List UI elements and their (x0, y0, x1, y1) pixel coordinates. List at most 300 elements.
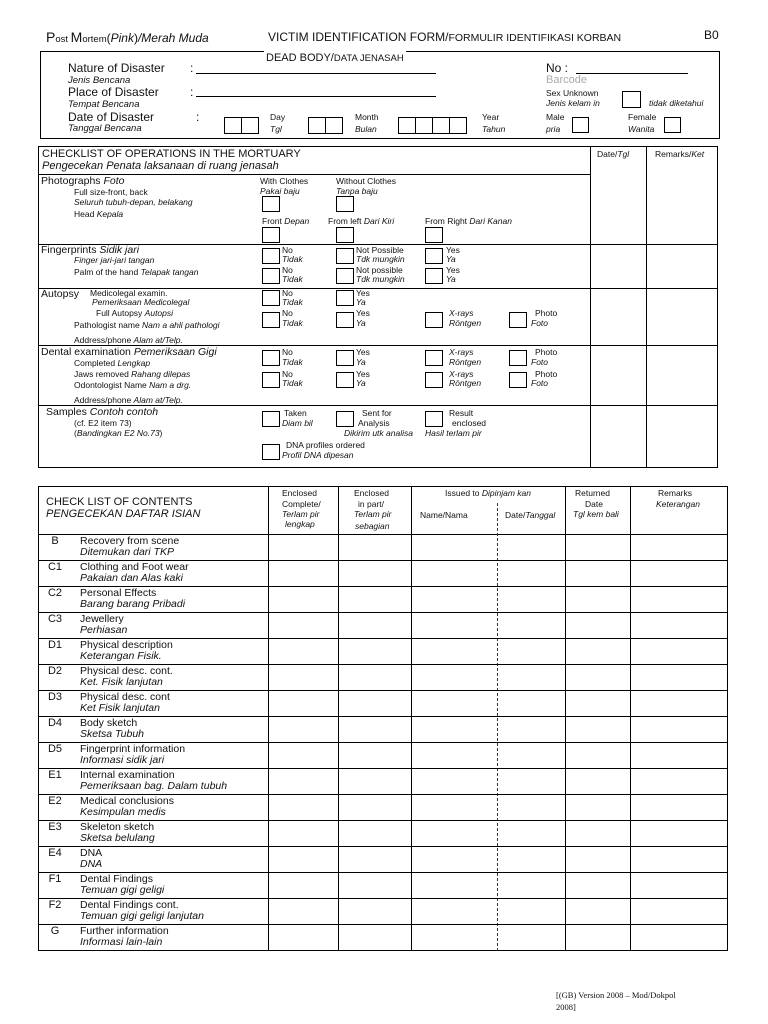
row-code: B (51, 535, 59, 547)
no-label: No (282, 288, 293, 298)
autopsy-yes-checkbox[interactable] (336, 312, 354, 328)
pm-ost: ost (55, 34, 71, 45)
palm-notpossible-checkbox[interactable] (336, 268, 354, 284)
right-id: Dari Kanan (469, 216, 512, 226)
odonto-id: Nam a drg. (149, 380, 192, 390)
row-cell[interactable] (566, 873, 629, 897)
samples-taken-checkbox[interactable] (262, 411, 280, 427)
tdk-mungkin-label: Tdk mungkin (356, 274, 405, 284)
row-cell[interactable] (269, 925, 337, 949)
row-cell[interactable] (566, 691, 629, 715)
row-code: C2 (47, 587, 63, 599)
row-cell[interactable] (339, 873, 410, 897)
completed-id: Lengkap (117, 358, 151, 368)
dental-completed-no-checkbox[interactable] (262, 350, 280, 366)
with-clothes-label: With Clothes (260, 176, 309, 186)
row-title: Clothing and Foot wear (80, 561, 189, 573)
fingers-notpossible-checkbox[interactable] (336, 248, 354, 264)
autopsy-xrays-checkbox[interactable] (425, 312, 443, 328)
tidak-label: Tidak (282, 318, 303, 328)
right-en: From Right (425, 216, 470, 226)
row-cell[interactable] (269, 561, 337, 585)
row-cell[interactable] (631, 535, 727, 559)
full-autopsy-label (96, 308, 173, 318)
row-title-id: Perhiasan (80, 624, 128, 636)
sex-unknown-label-id: Jenis kelam in (546, 98, 600, 108)
row-title-id: Sketsa Tubuh (80, 728, 145, 740)
nature-label: Nature of Disaster (68, 61, 165, 75)
row-cell[interactable] (269, 665, 337, 689)
row-cell[interactable] (412, 717, 496, 741)
row-code: E1 (48, 769, 62, 781)
row-cell[interactable] (269, 535, 337, 559)
row-code: F2 (48, 899, 62, 911)
female-label: Female (628, 112, 657, 122)
row-code: C1 (47, 561, 63, 573)
autopsy-photo-checkbox[interactable] (509, 312, 527, 328)
row-cell[interactable] (498, 587, 564, 611)
patho-en: Pathologist name (74, 320, 143, 330)
pm-merah: /Merah Muda (137, 31, 209, 45)
samples-en: Samples (46, 406, 90, 418)
col-issued-en: Issued to (445, 488, 482, 498)
left-label (328, 216, 394, 226)
medicolegal-label-id: Pemeriksaan Medicolegal (92, 297, 190, 307)
left-checkbox[interactable] (336, 227, 354, 243)
palm-no-checkbox[interactable] (262, 268, 280, 284)
jaws-label (74, 369, 190, 379)
row-cell[interactable] (339, 821, 410, 845)
date-label: Date of Disaster (68, 110, 155, 124)
col-lengkap: lengkap (285, 519, 315, 529)
row-cell[interactable] (269, 639, 337, 663)
row-cell[interactable] (339, 665, 410, 689)
row-cell[interactable] (269, 899, 337, 923)
mortuary-divider (590, 146, 591, 468)
row-cell[interactable] (631, 795, 727, 819)
date-col-header (597, 149, 629, 159)
col-enclosed-part: Enclosed (354, 488, 389, 498)
row-title: Fingerprint information (80, 743, 186, 755)
row-cell[interactable] (269, 691, 337, 715)
ya-label: Ya (356, 378, 366, 388)
row-cell[interactable] (566, 769, 629, 793)
row-cell[interactable] (498, 925, 564, 949)
fp-id: Sidik jari (99, 244, 140, 256)
row-cell[interactable] (339, 847, 410, 871)
row-cell[interactable] (269, 873, 337, 897)
yes-label: Yes (356, 347, 370, 357)
no-label: No (282, 265, 293, 275)
row-cell[interactable] (631, 639, 727, 663)
row-cell[interactable] (498, 743, 564, 767)
row-title-id: Temuan gigi geligi (80, 884, 165, 896)
col-rdate: Date (585, 499, 603, 509)
row-title: Physical desc. cont. (80, 665, 173, 677)
row-cell[interactable] (412, 847, 496, 871)
row-title: Physical description (80, 639, 173, 651)
right-checkbox[interactable] (425, 227, 443, 243)
col-date-en: Date/ (505, 510, 526, 520)
medicolegal-label: Medicolegal examin. (90, 288, 168, 298)
remarks-col-header (655, 149, 704, 159)
row-code: D3 (47, 691, 63, 703)
month-label: Month (355, 112, 379, 122)
year-box-3[interactable] (432, 117, 450, 134)
row-title-id: Informasi lain-lain (80, 936, 163, 948)
row-cell[interactable] (631, 769, 727, 793)
row-cell[interactable] (566, 587, 629, 611)
row-cell[interactable] (566, 613, 629, 637)
address-en: Address/phone (74, 335, 134, 345)
remarks-col-id: Ket (691, 149, 705, 159)
address-id: Alam at/Telp. (133, 335, 183, 345)
cf-id: Bandingkan E2 No.73 (76, 428, 160, 438)
photographs-label (41, 175, 124, 187)
year-box-4[interactable] (449, 117, 467, 134)
without-clothes-checkbox[interactable] (336, 196, 354, 212)
contents-title-id: PENGECEKAN DAFTAR ISIAN (46, 508, 201, 520)
col-terlampir-part: Terlam pir (354, 509, 392, 519)
no-label: No : (546, 61, 569, 75)
tidak-label: Tidak (282, 254, 303, 264)
row-cell[interactable] (498, 535, 564, 559)
jaws-no-checkbox[interactable] (262, 372, 280, 388)
form-code: B0 (704, 28, 719, 42)
row-title: Physical desc. cont (80, 691, 170, 703)
jaws-xrays-checkbox[interactable] (425, 372, 443, 388)
rontgen-label: Röntgen (449, 378, 482, 388)
no-label: No (282, 308, 293, 318)
row-cell[interactable] (339, 795, 410, 819)
row-cell[interactable] (339, 691, 410, 715)
row-code: G (50, 925, 60, 937)
sex-unknown-checkbox[interactable] (622, 91, 641, 108)
row-cell[interactable] (498, 691, 564, 715)
row-cell[interactable] (631, 587, 727, 611)
form-type-label (46, 29, 209, 45)
row-cell[interactable] (412, 743, 496, 767)
row-cell[interactable] (339, 587, 410, 611)
month-box-2[interactable] (325, 117, 343, 134)
tidak-label: Tidak (282, 297, 303, 307)
barcode-label: Barcode (546, 74, 587, 86)
title-main: VICTIM IDENTIFICATION FORM/ (268, 30, 449, 44)
date-col-id: Tgl (617, 149, 630, 159)
row-cell[interactable] (566, 925, 629, 949)
dental-completed-xrays-checkbox[interactable] (425, 350, 443, 366)
row-title-id: Ket. Fisik lanjutan (80, 676, 163, 688)
fingers-no-checkbox[interactable] (262, 248, 280, 264)
row-cell[interactable] (269, 587, 337, 611)
front-id: Depan (284, 216, 310, 226)
not-possible-label: Not possible (356, 265, 403, 275)
photo-label: Photo (535, 308, 558, 318)
taken-label: Taken (284, 408, 307, 418)
day-label: Day (270, 112, 286, 122)
row-cell[interactable] (566, 821, 629, 845)
with-clothes-checkbox[interactable] (262, 196, 280, 212)
dikirim-label: Dikirim utk analisa (344, 428, 413, 438)
male-label-id: pria (546, 124, 561, 134)
palm-yes-checkbox[interactable] (425, 268, 443, 284)
row-cell[interactable] (566, 717, 629, 741)
row-title: Jewellery (80, 613, 124, 625)
col-date-id: Tanggal (525, 510, 556, 520)
place-label: Place of Disaster (68, 85, 159, 99)
samples-result-checkbox[interactable] (425, 411, 443, 427)
ya-label: Ya (356, 297, 366, 307)
female-checkbox[interactable] (664, 117, 681, 133)
row-cell[interactable] (269, 769, 337, 793)
row-cell[interactable] (339, 639, 410, 663)
not-possible-label: Not Possible (356, 245, 404, 255)
footer-version-year: 2008] (556, 1002, 576, 1012)
odontologist-label (74, 380, 191, 390)
sent-for-label: Sent for (362, 408, 392, 418)
row-cell[interactable] (566, 561, 629, 585)
row-cell[interactable] (412, 587, 496, 611)
photos-en: Photographs (41, 175, 104, 187)
row-code: E2 (48, 795, 62, 807)
row-cell[interactable] (631, 821, 727, 845)
row-cell[interactable] (498, 795, 564, 819)
row-cell[interactable] (412, 561, 496, 585)
row-title: Personal Effects (80, 587, 157, 599)
no-input[interactable] (576, 73, 688, 74)
female-label-id: Wanita (628, 124, 655, 134)
col-issued-id: Dipinjam kan (481, 488, 531, 498)
row-cell[interactable] (412, 691, 496, 715)
row-cell[interactable] (498, 717, 564, 741)
row-title-id: DNA (80, 858, 103, 870)
row-cell[interactable] (339, 769, 410, 793)
row-cell[interactable] (498, 561, 564, 585)
fingers-label: Finger jari-jari tangan (74, 255, 155, 265)
row-cell[interactable] (631, 847, 727, 871)
row-cell[interactable] (412, 873, 496, 897)
front-en: Front (262, 216, 285, 226)
row-cell[interactable] (498, 639, 564, 663)
nature-input[interactable] (196, 73, 436, 74)
row-code: E3 (48, 821, 62, 833)
nature-label-id: Jenis Bencana (68, 75, 131, 86)
row-cell[interactable] (412, 639, 496, 663)
row-cell[interactable] (339, 743, 410, 767)
fullsize-label: Full size-front, back (74, 187, 148, 197)
pm-pink: Pink (110, 31, 134, 45)
row-cell[interactable] (269, 847, 337, 871)
row-cell[interactable] (498, 613, 564, 637)
row-cell[interactable] (412, 821, 496, 845)
fullsize-label-id: Seluruh tubuh-depan, belakang (74, 197, 193, 207)
front-label (262, 216, 309, 226)
row-cell[interactable] (631, 717, 727, 741)
row-cell[interactable] (269, 613, 337, 637)
row-cell[interactable] (412, 925, 496, 949)
head-label (74, 209, 123, 219)
row-cell[interactable] (339, 561, 410, 585)
row-title-id: Pemeriksaan bag. Dalam tubuh (80, 780, 228, 792)
dna-profiles-checkbox[interactable] (262, 444, 280, 460)
date-col-en: Date/ (597, 149, 618, 159)
no-label: No (282, 347, 293, 357)
row-cell[interactable] (498, 847, 564, 871)
col-enclosed: Enclosed (282, 488, 317, 498)
row-title: Dental Findings (80, 873, 153, 885)
row-code: C3 (47, 613, 63, 625)
row-cell[interactable] (412, 795, 496, 819)
right-label (425, 216, 512, 226)
pm-paren: ( (106, 31, 111, 45)
jaws-id: Rahang dilepas (131, 369, 191, 379)
row-cell[interactable] (498, 899, 564, 923)
year-box-2[interactable] (415, 117, 433, 134)
no-label: No (282, 369, 293, 379)
mortuary-title: CHECKLIST OF OPERATIONS IN THE MORTUARY (42, 148, 301, 160)
row-cell[interactable] (566, 535, 629, 559)
ya-label: Ya (446, 274, 456, 284)
row-cell[interactable] (566, 639, 629, 663)
row-cell[interactable] (498, 873, 564, 897)
head-id: Kepala (96, 209, 124, 219)
full-autopsy-en: Full Autopsy (96, 308, 145, 318)
mortuary-divider (646, 146, 647, 468)
row-cell[interactable] (339, 925, 410, 949)
row-cell[interactable] (498, 821, 564, 845)
place-input[interactable] (196, 96, 436, 97)
colon: : (190, 61, 194, 75)
result-label: Result (449, 408, 474, 418)
row-cell[interactable] (631, 665, 727, 689)
cf-label: (cf. E2 item 73) (74, 418, 132, 428)
pm-m: M (70, 29, 83, 45)
row-cell[interactable] (339, 535, 410, 559)
row-cell[interactable] (339, 899, 410, 923)
row-code: D5 (47, 743, 63, 755)
left-en: From left (328, 216, 364, 226)
cf-paren: ) (159, 428, 163, 438)
row-cell[interactable] (412, 535, 496, 559)
row-title-id: Ket Fisik lanjutan (80, 702, 160, 714)
row-title: Dental Findings cont. (80, 899, 179, 911)
fingers-yes-checkbox[interactable] (425, 248, 443, 264)
row-title: Recovery from scene (80, 535, 180, 547)
subtitle-id: DATA JENASAH (333, 53, 404, 64)
front-checkbox[interactable] (262, 227, 280, 243)
col-returned: Returned (575, 488, 610, 498)
row-title-id: Pakaian dan Alas kaki (80, 572, 183, 584)
day-box-1[interactable] (224, 117, 242, 134)
date-label-id: Tanggal Bencana (68, 123, 142, 134)
dental-label (41, 346, 217, 358)
day-label-id: Tgl (270, 124, 282, 134)
form-title (268, 28, 621, 46)
tdk-mungkin-label: Tdk mungkin (356, 254, 405, 264)
row-cell[interactable] (269, 795, 337, 819)
row-cell[interactable] (339, 613, 410, 637)
mortuary-title-id: Pengecekan Penata laksanaan di ruang jenasah (42, 160, 279, 172)
row-cell[interactable] (631, 613, 727, 637)
row-cell[interactable] (498, 665, 564, 689)
completed-en: Completed (74, 358, 118, 368)
colon: : (190, 85, 194, 99)
row-cell[interactable] (631, 925, 727, 949)
day-box-2[interactable] (241, 117, 259, 134)
row-cell[interactable] (269, 717, 337, 741)
row-title: Further information (80, 925, 169, 937)
row-cell[interactable] (412, 769, 496, 793)
row-cell[interactable] (339, 717, 410, 741)
dental-completed-photo-checkbox[interactable] (509, 350, 527, 366)
profil-dna-label: Profil DNA dipesan (282, 450, 354, 460)
year-box-1[interactable] (398, 117, 416, 134)
footer-version: [(GB) Version 2008 – Mod/Dokpol (556, 990, 676, 1000)
autopsy-label: Autopsy (41, 288, 79, 300)
ya-label: Ya (356, 318, 366, 328)
dental-completed-yes-checkbox[interactable] (336, 350, 354, 366)
row-cell[interactable] (412, 665, 496, 689)
yes-label: Yes (446, 245, 460, 255)
row-cell[interactable] (498, 769, 564, 793)
samples-sent-checkbox[interactable] (336, 411, 354, 427)
col-remarks: Remarks (658, 488, 693, 498)
pm-p: P (46, 29, 56, 45)
row-cell[interactable] (269, 743, 337, 767)
row-cell[interactable] (412, 899, 496, 923)
tidak-label: Tidak (282, 357, 303, 367)
year-label-id: Tahun (482, 124, 506, 134)
title-sub: FORMULIR IDENTIFIKASI KORBAN (448, 32, 622, 44)
medicolegal-yes-checkbox[interactable] (336, 290, 354, 306)
row-title-id: Temuan gigi geligi lanjutan (80, 910, 204, 922)
palm-label (74, 267, 198, 277)
row-cell[interactable] (631, 561, 727, 585)
row-title: DNA (80, 847, 103, 859)
row-cell[interactable] (631, 873, 727, 897)
no-label: No (282, 245, 293, 255)
row-cell[interactable] (566, 795, 629, 819)
row-code: D2 (47, 665, 63, 677)
row-cell[interactable] (566, 665, 629, 689)
row-cell[interactable] (269, 821, 337, 845)
pm-ortem: ortem (82, 34, 107, 45)
row-cell[interactable] (566, 847, 629, 871)
col-sebagian: sebagian (355, 521, 390, 531)
row-cell[interactable] (566, 743, 629, 767)
row-cell[interactable] (631, 691, 727, 715)
autopsy-no-checkbox[interactable] (262, 312, 280, 328)
samples-id: Contoh contoh (89, 406, 159, 418)
address-id: Alam at/Telp. (133, 395, 183, 405)
row-cell[interactable] (631, 743, 727, 767)
colon: : (196, 110, 200, 124)
month-box-1[interactable] (308, 117, 326, 134)
male-checkbox[interactable] (572, 117, 589, 133)
row-cell[interactable] (566, 899, 629, 923)
col-name: Name/Nama (420, 510, 468, 520)
row-title-id: Ditemukan dari TKP (80, 546, 174, 558)
jaws-photo-checkbox[interactable] (509, 372, 527, 388)
row-cell[interactable] (412, 613, 496, 637)
row-code: D1 (47, 639, 63, 651)
xrays-label: X-rays (449, 369, 474, 379)
medicolegal-no-checkbox[interactable] (262, 290, 280, 306)
row-cell[interactable] (631, 899, 727, 923)
jaws-yes-checkbox[interactable] (336, 372, 354, 388)
xrays-label: X-rays (449, 347, 474, 357)
yes-label: Yes (446, 265, 460, 275)
